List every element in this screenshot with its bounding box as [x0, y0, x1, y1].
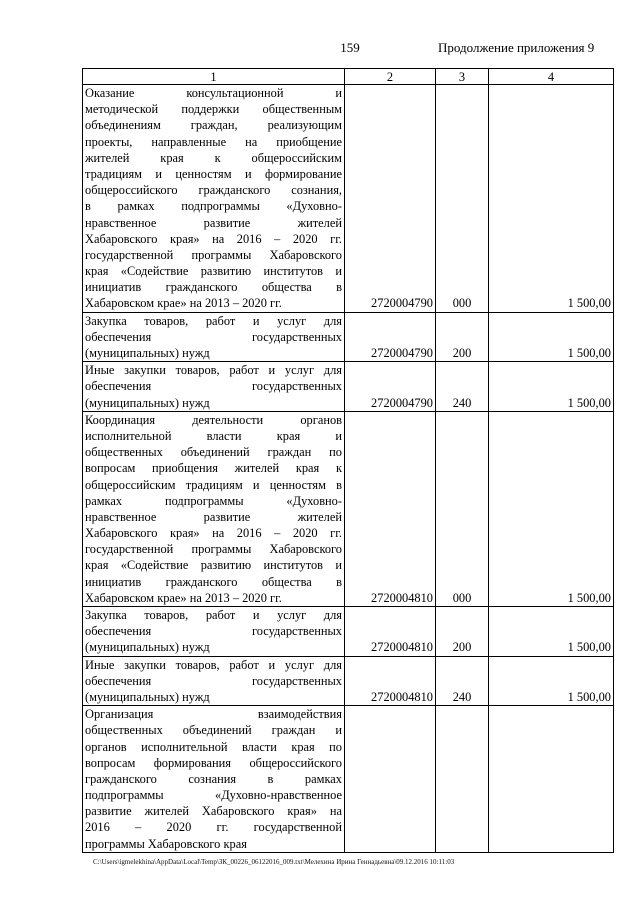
- budget-table: [82, 68, 614, 853]
- description-line: исполнительной власти края и: [85, 428, 342, 443]
- description-line: 2016 – 2020 гг. государственной: [85, 820, 342, 835]
- table-row: [83, 362, 614, 412]
- row-description: [83, 656, 345, 706]
- row-expense-type: 200: [436, 312, 489, 362]
- description-line: общероссийского гражданского сознания,: [85, 183, 342, 198]
- row-amount: 1 500,00: [489, 85, 614, 313]
- description-line: края «Содействие развитию институтов и: [85, 264, 342, 279]
- table-row: [83, 607, 614, 657]
- row-amount: 1 500,00: [489, 656, 614, 706]
- description-line: подпрограммы «Духовно-нравственное: [85, 788, 342, 803]
- row-description: [83, 411, 345, 606]
- description-line: Оказание консультационной и: [85, 86, 342, 100]
- row-code: 2720004790: [345, 312, 436, 362]
- description-line: нравственное развитие жителей: [85, 509, 342, 524]
- description-line: традициям и ценностям и формирование: [85, 166, 342, 181]
- description-line: обеспечения государственных: [85, 624, 342, 639]
- table-header-row: [83, 69, 614, 85]
- row-description: [83, 607, 345, 657]
- description-line: проекты, направленные на приобщение: [85, 134, 342, 149]
- description-line: жителей края к общероссийским: [85, 150, 342, 165]
- description-line: органов исполнительной власти края по: [85, 739, 342, 754]
- description-line: государственной программы Хабаровского: [85, 247, 342, 262]
- row-description: [83, 85, 345, 313]
- row-amount: 1 500,00: [489, 411, 614, 606]
- description-line: вопросам приобщения жителей края к: [85, 461, 342, 476]
- row-expense-type: 240: [436, 656, 489, 706]
- row-description: [83, 706, 345, 853]
- description-line: Хабаровском крае» на 2013 – 2020 гг.: [85, 296, 282, 311]
- row-amount: [489, 706, 614, 853]
- row-code: 2720004790: [345, 85, 436, 313]
- description-line: края «Содействие развитию институтов и: [85, 558, 342, 573]
- row-description: [83, 312, 345, 362]
- row-code: [345, 706, 436, 853]
- description-line: в рамках подпрограммы «Духовно-: [85, 199, 342, 214]
- description-line: обеспечения государственных: [85, 379, 342, 394]
- description-line: общественных объединений граждан по: [85, 445, 342, 460]
- description-line: вопросам формирования общероссийского: [85, 755, 342, 770]
- description-line: гражданского сознания в рамках: [85, 771, 342, 786]
- row-expense-type: 000: [436, 85, 489, 313]
- description-line: (муниципальных) нужд: [85, 395, 210, 410]
- description-line: рамках подпрограммы «Духовно-: [85, 493, 342, 508]
- description-line: методической поддержки общественным: [85, 102, 342, 117]
- description-line: обеспечения государственных: [85, 329, 342, 344]
- description-line: Организация взаимодействия: [85, 707, 342, 722]
- table-row: [83, 706, 614, 853]
- continuation-note: Продолжение приложения 9: [438, 40, 595, 55]
- column-header: 3: [436, 69, 489, 85]
- row-code: 2720004810: [345, 607, 436, 657]
- description-line: развитие жителей Хабаровского края» на: [85, 804, 342, 819]
- row-description: [83, 362, 345, 412]
- description-line: обеспечения государственных: [85, 673, 342, 688]
- description-line: Координация деятельности органов: [85, 412, 342, 427]
- description-line: Хабаровском крае» на 2013 – 2020 гг.: [85, 590, 282, 605]
- row-amount: 1 500,00: [489, 362, 614, 412]
- description-line: Хабаровского края» на 2016 – 2020 гг.: [85, 526, 342, 541]
- description-line: инициатив гражданского общества в: [85, 280, 342, 295]
- table-row: [83, 85, 614, 313]
- row-code: 2720004790: [345, 362, 436, 412]
- description-line: Закупка товаров, работ и услуг для: [85, 608, 342, 622]
- table-row: [83, 312, 614, 362]
- row-amount: 1 500,00: [489, 312, 614, 362]
- description-line: (муниципальных) нужд: [85, 689, 210, 704]
- row-amount: 1 500,00: [489, 607, 614, 657]
- row-expense-type: 240: [436, 362, 489, 412]
- description-line: (муниципальных) нужд: [85, 640, 210, 655]
- row-code: 2720004810: [345, 656, 436, 706]
- description-line: Закупка товаров, работ и услуг для: [85, 313, 342, 328]
- row-code: 2720004810: [345, 411, 436, 606]
- description-line: (муниципальных) нужд: [85, 346, 210, 360]
- row-expense-type: [436, 706, 489, 853]
- description-line: инициатив гражданского общества в: [85, 574, 342, 589]
- table-row: [83, 411, 614, 606]
- description-line: нравственное развитие жителей: [85, 215, 342, 230]
- description-line: Иные закупки товаров, работ и услуг для: [85, 363, 342, 378]
- column-header: 4: [489, 69, 614, 85]
- row-expense-type: 200: [436, 607, 489, 657]
- description-line: Иные закупки товаров, работ и услуг для: [85, 657, 342, 672]
- page-number: 159: [340, 40, 360, 55]
- column-header: 2: [345, 69, 436, 85]
- description-line: государственной программы Хабаровского: [85, 542, 342, 557]
- description-line: объединениям граждан, реализующим: [85, 118, 342, 133]
- column-header: 1: [83, 69, 345, 85]
- description-line: общественных объединений граждан и: [85, 723, 342, 738]
- table-row: [83, 656, 614, 706]
- description-line: Хабаровского края» на 2016 – 2020 гг.: [85, 231, 342, 246]
- description-line: общероссийским традициям и ценностям в: [85, 477, 342, 492]
- file-path-footer: C:\Users\igmelekhina\AppData\Local\Temp\ЗК_00226_06122016_009.txt\Мелехина Ирина Геннадьевна\09.12.2016 10:11:03: [93, 858, 455, 866]
- row-expense-type: 000: [436, 411, 489, 606]
- description-line: программы Хабаровского края: [85, 836, 247, 851]
